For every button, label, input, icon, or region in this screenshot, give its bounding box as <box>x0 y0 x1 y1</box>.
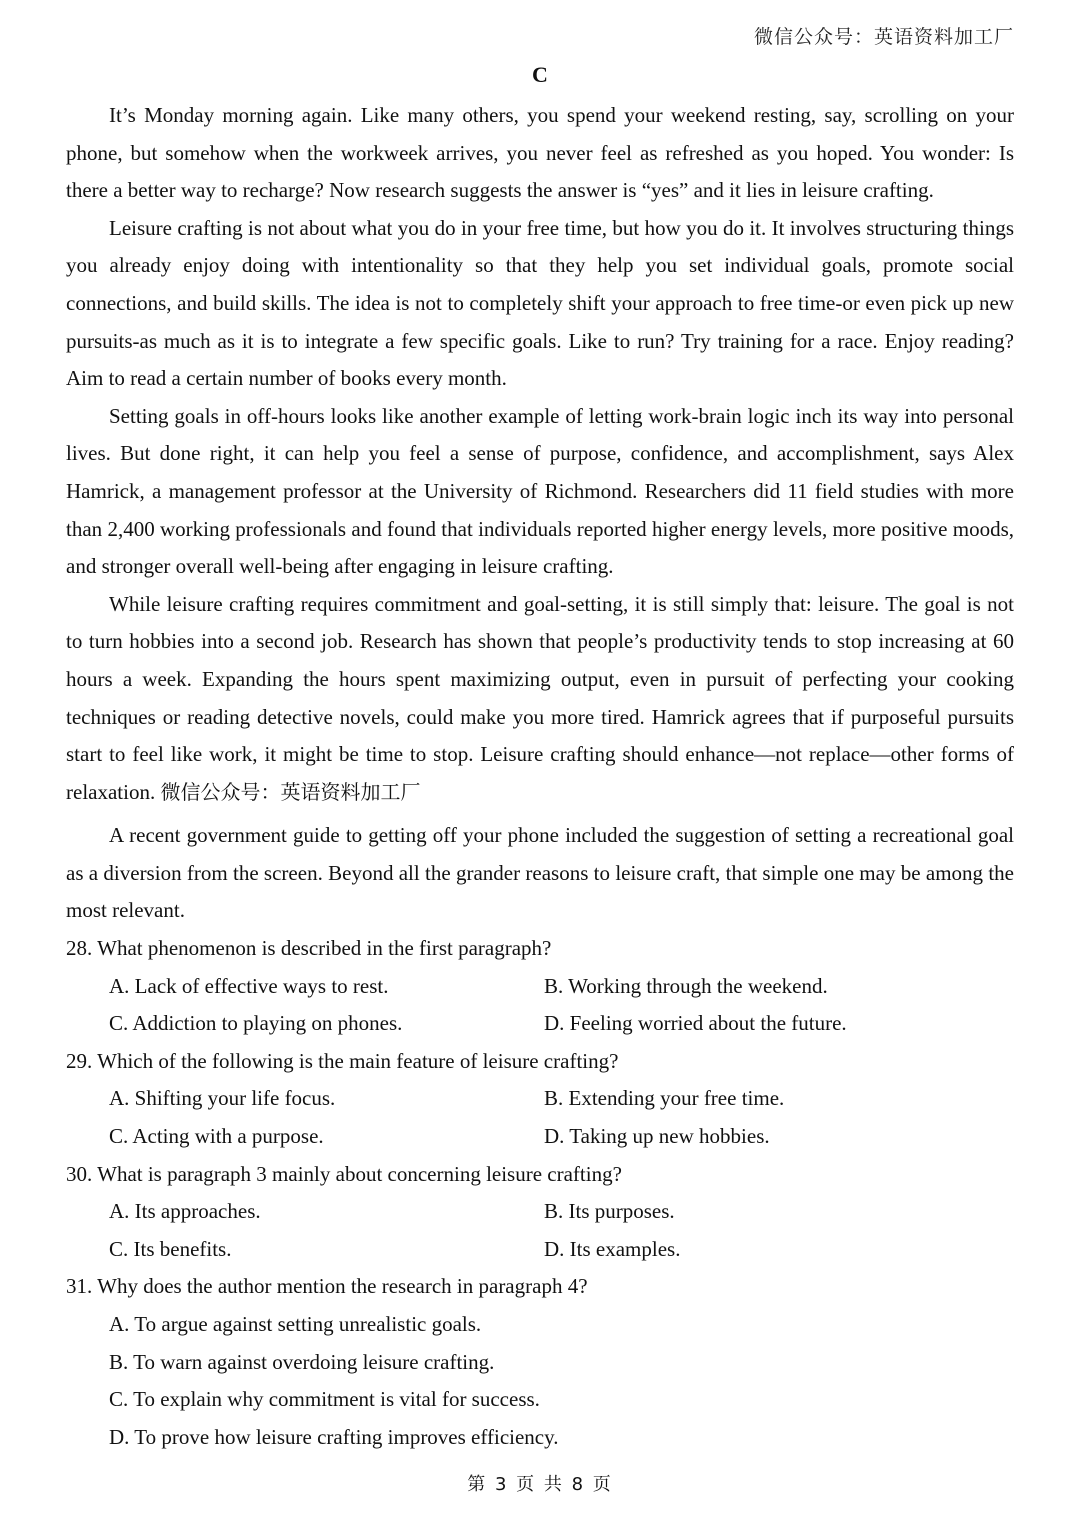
page-header: 微信公众号：英语资料加工厂 <box>753 26 1014 48</box>
option-c: C. To explain why commitment is vital for success. <box>109 1387 540 1412</box>
question-text: 30. What is paragraph 3 mainly about concerning leisure crafting? <box>66 1161 622 1186</box>
question-30 <box>66 1156 1014 1269</box>
paragraph-2: Leisure crafting is not about what you do in your free time, but how you do it. It involves structuring things you already enjoy doing with intentionality so that they help you set individual goals, promote social connections, and build skills. The idea is not to completely shift your approach to free time-or even pick up new pursuits-as much as it is to integrate a few specific goals. Like to run? Try training for a race. Enjoy reading? Aim to read a certain number of books every month. <box>66 215 1014 391</box>
option-a: A. Lack of effective ways to rest. <box>109 973 389 998</box>
paragraph-5: A recent government guide to getting off your phone included the suggestion of setting a recreational goal as a diversion from the screen. Beyond all the grander reasons to leisure craft, that simple one may be among the most relevant. <box>66 823 1014 923</box>
paragraph-3: Setting goals in off-hours looks like another example of letting work-brain logic inch its way into personal lives. But done right, it can help you feel a sense of purpose, confidence, and accomplishment, says Alex Hamrick, a management professor at the University of Richmond. Researchers did 11 field studies with more than 2,400 working professionals and found that individuals reported higher energy levels, more positive moods, and stronger overall well-being after engaging in leisure crafting. <box>66 403 1014 579</box>
section-title: C <box>532 62 548 87</box>
option-a: A. Its approaches. <box>109 1199 261 1224</box>
option-b: B. Its purposes. <box>544 1199 675 1224</box>
question-31 <box>66 1268 1014 1456</box>
option-c: C. Addiction to playing on phones. <box>109 1011 403 1036</box>
option-d: D. Taking up new hobbies. <box>544 1124 770 1149</box>
option-b: B. To warn against overdoing leisure crafting. <box>109 1349 495 1374</box>
question-text: 28. What phenomenon is described in the first paragraph? <box>66 936 552 961</box>
paragraph-4 <box>66 586 1014 812</box>
option-c: C. Its benefits. <box>109 1236 232 1261</box>
paragraph-4-text: While leisure crafting requires commitment and goal-setting, it is still simply that: leisure. The goal is not to turn hobbies into a second job. Research has shown that people’s productivity tends to stop increasing at 60 hours a week. Expanding the hours spent maximizing output, even in pursuit of perfecting your cooking techniques or reading detective novels, could make you more tired. Hamrick agrees that if purposeful pursuits start to feel like work, it might be time to stop. Leisure crafting should enhance—not replace—other forms of relaxation. <box>66 591 1014 804</box>
question-text: 31. Why does the author mention the research in paragraph 4? <box>66 1274 588 1299</box>
option-b: B. Extending your free time. <box>544 1086 785 1111</box>
option-a: A. Shifting your life focus. <box>109 1086 336 1111</box>
option-d: D. To prove how leisure crafting improves efficiency. <box>109 1424 559 1449</box>
option-a: A. To argue against setting unrealistic goals. <box>109 1312 482 1336</box>
paragraph-1: It’s Monday morning again. Like many others, you spend your weekend resting, say, scrolling on your phone, but somehow when the workweek arrives, you never feel as refreshed as you hoped. You wonder: Is there a better way to recharge? Now research suggests the answer is “yes” and it lies in leisure crafting. <box>66 103 1014 203</box>
option-d: D. Its examples. <box>544 1236 681 1261</box>
question-29 <box>66 1043 1014 1156</box>
option-d: D. Feeling worried about the future. <box>544 1011 847 1036</box>
question-text: 29. Which of the following is the main feature of leisure crafting? <box>66 1048 619 1073</box>
option-b: B. Working through the weekend. <box>544 973 828 998</box>
document-body <box>66 97 1014 1456</box>
inline-watermark: 微信公众号：英语资料加工厂 <box>160 779 421 804</box>
page-footer: 第 3 页 共 8 页 <box>467 1474 613 1495</box>
option-c: C. Acting with a purpose. <box>109 1124 324 1149</box>
question-28 <box>66 930 1014 1043</box>
